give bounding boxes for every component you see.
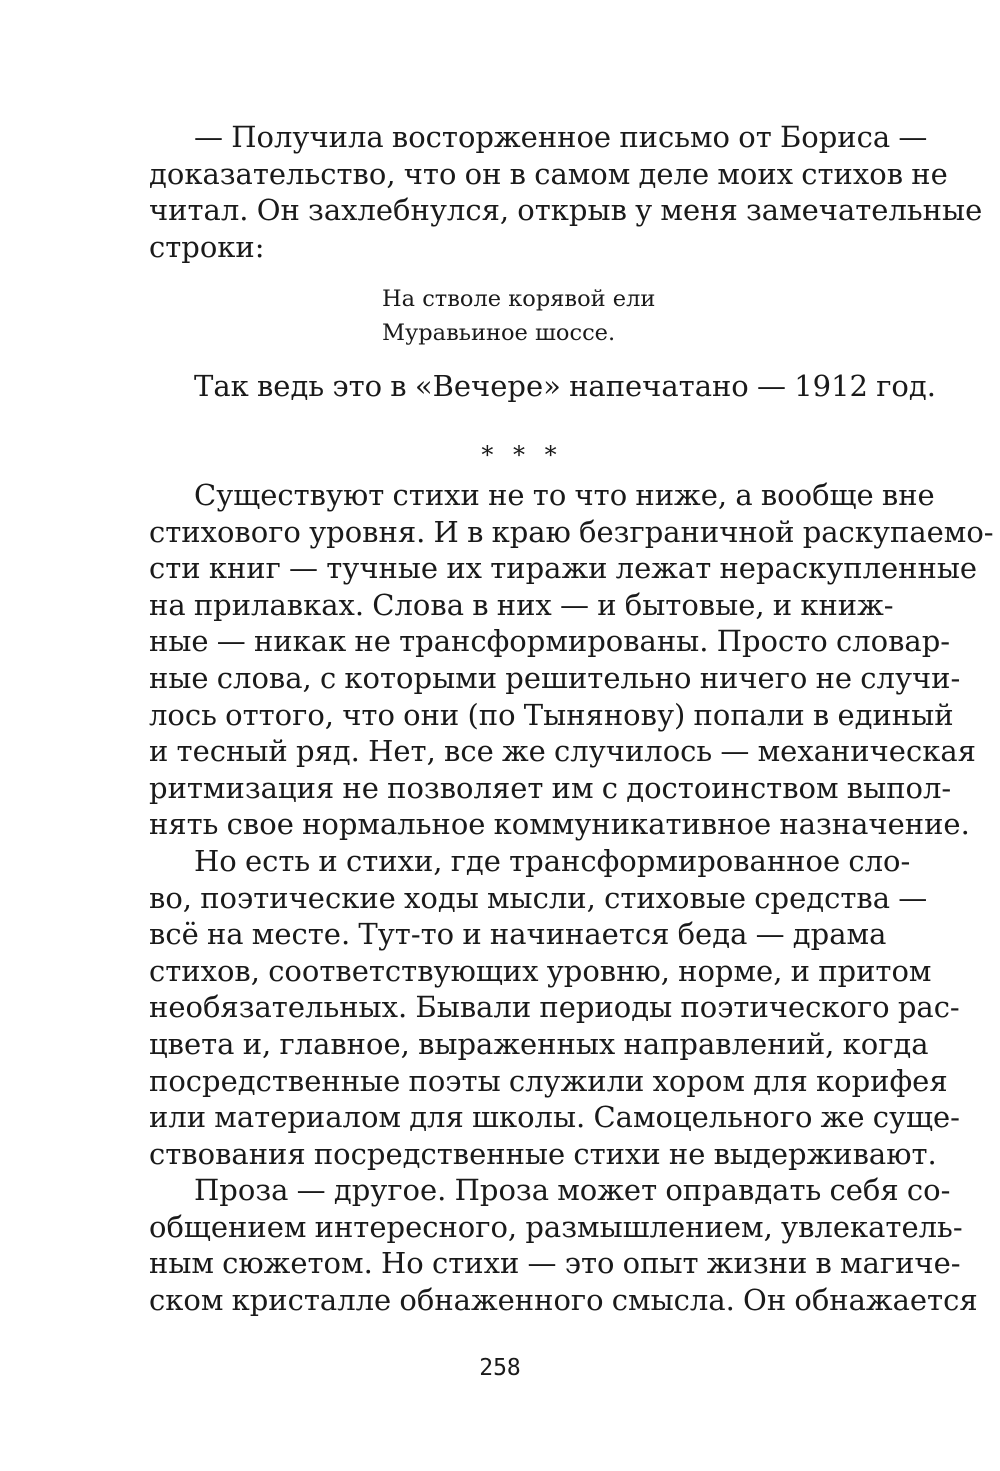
text-line: ным сюжетом. Но стихи — это опыт жизни в магиче- (149, 1246, 961, 1281)
text-line: Проза — другое. Проза может оправдать себя со- (194, 1173, 951, 1208)
text-line: Существуют стихи не то что ниже, а вообще вне (194, 478, 935, 512)
section-separator: * * * (481, 441, 563, 469)
text-line: стихового уровня. И в краю безграничной раскупаемо- (149, 514, 994, 549)
text-line: на прилавках. Слова в них — и бытовые, и книж- (149, 587, 894, 622)
text-line: ные слова, с которыми решительно ничего не случи- (149, 660, 961, 695)
text-line: читал. Он захлебнулся, открыв у меня замечательные (149, 193, 983, 228)
text-line: — Получила восторженное письмо от Бориса — (194, 120, 928, 154)
text-line: посредственные поэты служили хором для корифея (149, 1063, 948, 1098)
verse-quote (382, 282, 655, 350)
text-line: необязательных. Бывали периоды поэтического рас- (149, 990, 960, 1025)
text-line: сти книг — тучные их тиражи лежат нераскупленные (149, 551, 978, 586)
quote-followup-paragraph (149, 368, 936, 405)
text-line: ритмизация не позволяет им с достоинством выпол- (149, 770, 952, 805)
intro-paragraph (149, 119, 983, 265)
verse-line: Муравьиное шоссе. (382, 320, 616, 346)
body-text (149, 477, 994, 1319)
text-line: ствования посредственные стихи не выдерживают. (149, 1136, 937, 1171)
text-line: всё на месте. Тут-то и начинается беда — драма (149, 917, 887, 952)
text-line: Так ведь это в «Вечере» напечатано — 1912 год. (194, 369, 936, 403)
text-line: доказательство, что он в самом деле моих стихов не (149, 156, 948, 191)
text-line: цвета и, главное, выраженных направлений, когда (149, 1026, 929, 1061)
text-line: и тесный ряд. Нет, все же случилось — механическая (149, 734, 976, 769)
text-line: ные — никак не трансформированы. Просто словар- (149, 624, 951, 659)
text-line: или материалом для школы. Самоцельного же суще- (149, 1100, 960, 1135)
text-line: лось оттого, что они (по Тынянову) попали в единый (149, 697, 954, 732)
text-line: общением интересного, размышлением, увлекатель- (149, 1209, 963, 1244)
verse-line: На стволе корявой ели (382, 286, 656, 312)
text-line: стихов, соответствующих уровню, норме, и притом (149, 953, 932, 988)
text-line: ском кристалле обнаженного смысла. Он обнажается (149, 1283, 978, 1318)
text-line: нять свое нормальное коммуникативное назначение. (149, 807, 970, 842)
text-line: Но есть и стихи, где трансформированное сло- (194, 843, 911, 878)
text-line: строки: (149, 229, 265, 264)
text-line: во, поэтические ходы мысли, стиховые средства — (149, 880, 928, 915)
page-number: 258 (479, 1355, 521, 1381)
